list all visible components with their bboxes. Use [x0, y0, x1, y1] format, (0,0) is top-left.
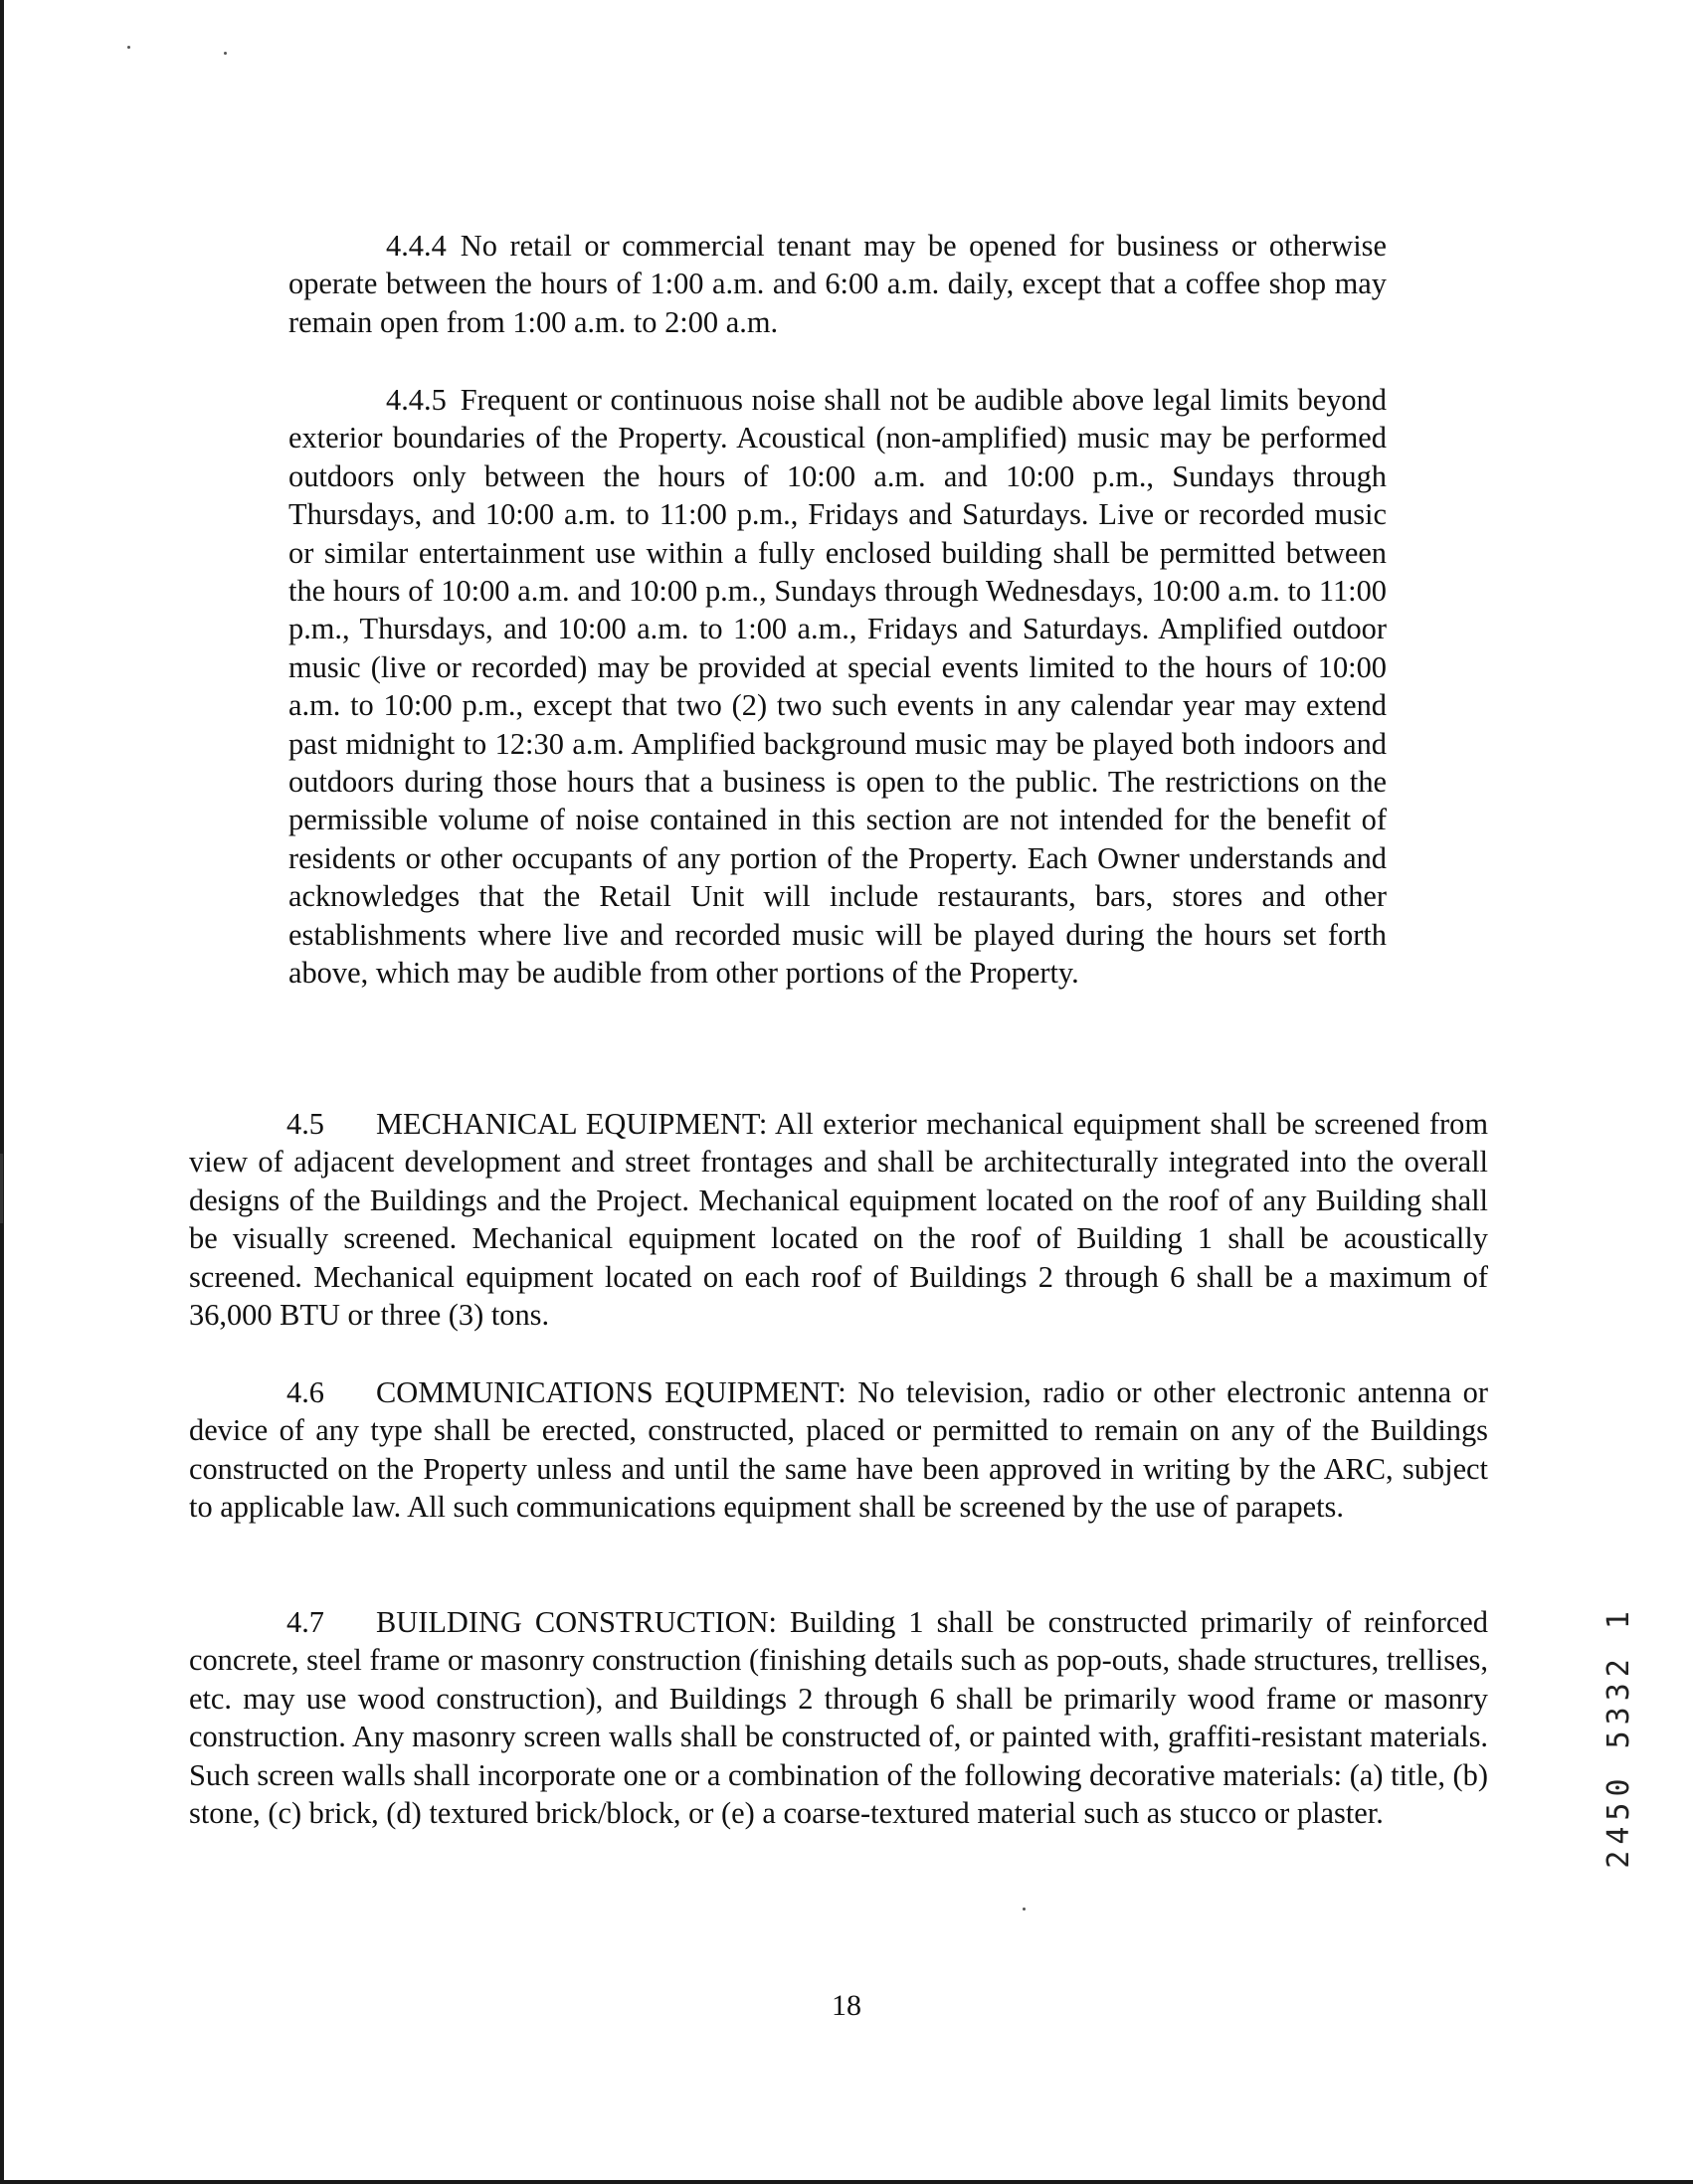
- section-number: 4.4.5: [386, 383, 447, 417]
- section-number: 4.5: [286, 1107, 324, 1141]
- section-text: COMMUNICATIONS EQUIPMENT: No television, radio or other electronic antenna or device of any type shall be erected, constructed, placed or permitted to remain on any of the Buildings constructed on the Property unless and until the same have been approved in writing by the ARC, subject to applicable law. All such communications equipment shall be screened by the use of parapets.: [189, 1375, 1488, 1525]
- section-text: MECHANICAL EQUIPMENT: All exterior mechanical equipment shall be screened from view of adjacent development and street frontages and shall be architecturally integrated into the overall designs of the Buildings and the Project. Mechanical equipment located on the roof of any Building shall be visually screened. Mechanical equipment located on the roof of Building 1 shall be acoustically screened. Mechanical equipment located on each roof of Buildings 2 through 6 shall be a maximum of 36,000 BTU or three (3) tons.: [189, 1107, 1488, 1333]
- scan-speck: [127, 46, 130, 49]
- scan-edge-bottom: [0, 2180, 1693, 2184]
- section-number: 4.4.4: [386, 229, 447, 263]
- section-text: No retail or commercial tenant may be opened for business or otherwise operate between the hours of 1:00 a.m. and 6:00 a.m. daily, except that a coffee shop may remain open from 1:00 a.m. to 2:00 a.m.: [288, 229, 1387, 339]
- section-number: 4.6: [286, 1375, 324, 1409]
- scan-speck: [224, 52, 227, 55]
- section-number: 4.7: [286, 1605, 324, 1639]
- section-text: Frequent or continuous noise shall not be audible above legal limits beyond exterior boundaries of the Property. Acoustical (non-amplified) music may be performed outdoors only between the hours of 10:00 a.m. and 10:00 p.m., Sundays through Thursdays, and 10:00 a.m. to 11:00 p.m., Fridays and Saturdays. Live or recorded music or similar entertainment use within a fully enclosed building shall be permitted between the hours of 10:00 a.m. and 10:00 p.m., Sundays through Wednesdays, 10:00 a.m. to 11:00 p.m., Thursdays, and 10:00 a.m. to 1:00 a.m., Fridays and Saturdays. Amplified outdoor music (live or recorded) may be provided at special events limited to the hours of 10:00 a.m. to 10:00 p.m., except that two (2) two such events in any calendar year may extend past midnight to 12:30 a.m. Amplified background music may be played both indoors and outdoors during those hours that a business is open to the public. The restrictions on the permissible volume of noise contained in this section are not intended for the benefit of residents or other occupants of any portion of the Property. Each Owner understands and acknowledges that the Retail Unit will include restaurants, bars, stores and other establishments where live and recorded music will be played during the hours set forth above, which may be audible from other portions of the Property.: [288, 383, 1387, 991]
- section-4-4-4: [288, 227, 1387, 341]
- section-4-7: [189, 1603, 1488, 1832]
- section-4-6: [189, 1373, 1488, 1527]
- margin-tick: [0, 1154, 3, 1223]
- scan-speck: [1023, 1908, 1026, 1911]
- page-number: 18: [832, 1989, 861, 2022]
- section-text: BUILDING CONSTRUCTION: Building 1 shall be constructed primarily of reinforced concrete, steel frame or masonry construction (finishing details such as pop-outs, shade structures, trellises, etc. may use wood construction), and Buildings 2 through 6 shall be primarily wood frame or masonry construction. Any masonry screen walls shall be constructed of, or painted with, graffiti-resistant materials. Such screen walls shall incorporate one or a combination of the following decorative materials: (a) title, (b) stone, (c) brick, (d) textured brick/block, or (e) a coarse-textured material such as stucco or plaster.: [189, 1605, 1488, 1831]
- scan-edge-left: [0, 0, 4, 2184]
- recording-number: 2450 5332 1: [1601, 1605, 1636, 1869]
- section-4-4-5: [288, 381, 1387, 993]
- section-4-5: [189, 1105, 1488, 1334]
